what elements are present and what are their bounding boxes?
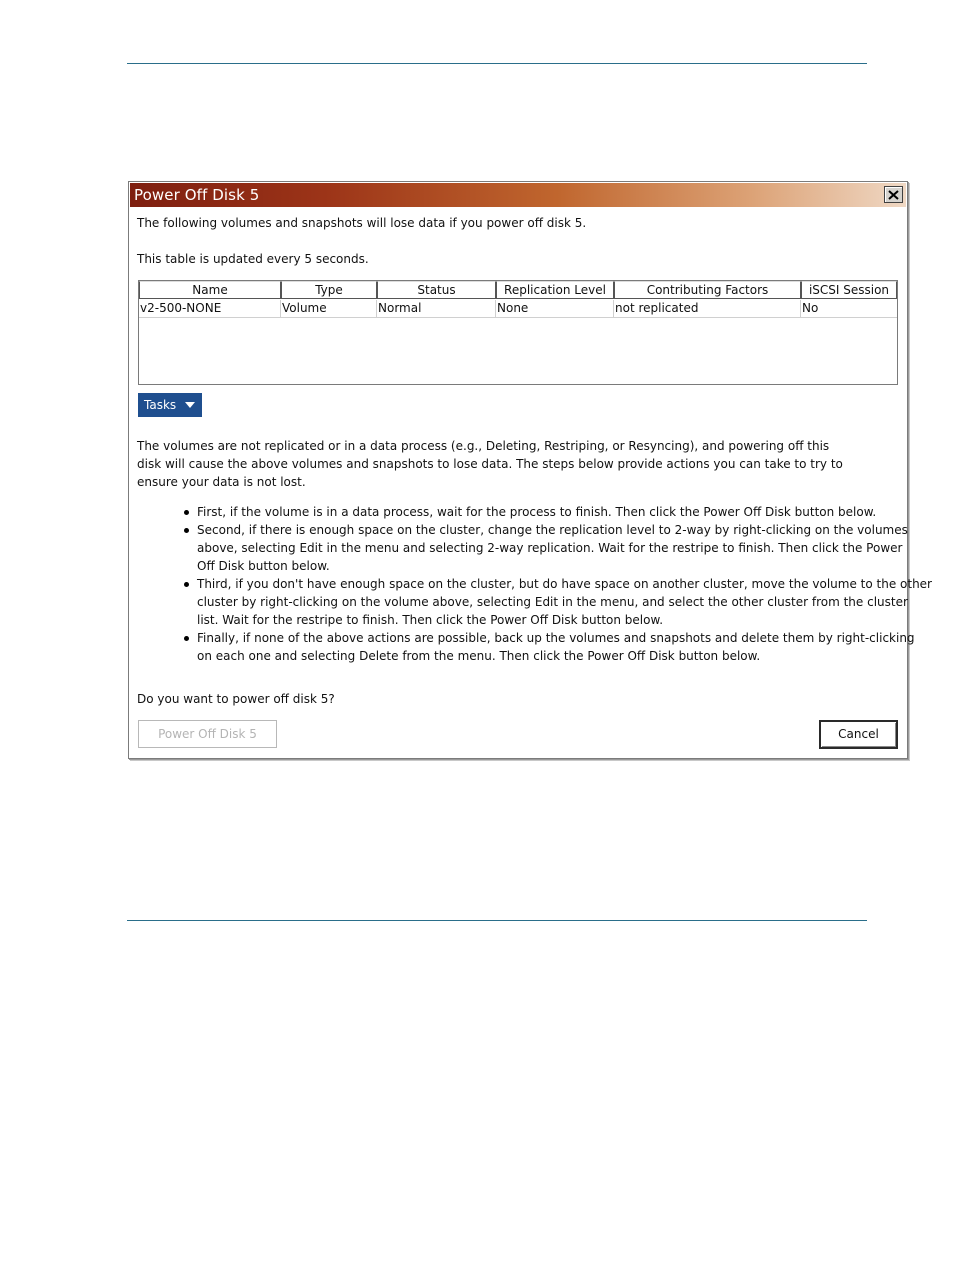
column-header-contributing-factors[interactable]: Contributing Factors [614,281,801,299]
bullet-icon [184,582,189,587]
close-icon [888,190,899,200]
explanation-line: The volumes are not replicated or in a data process (e.g., Deleting, Restriping, or Resyncing), and powering off this [137,439,830,453]
dialog-title: Power Off Disk 5 [134,186,260,204]
column-header-iscsi-session[interactable]: iSCSI Session [801,281,897,299]
close-button[interactable] [884,186,903,203]
bullet-icon [184,528,189,533]
column-header-type[interactable]: Type [281,281,377,299]
confirm-question: Do you want to power off disk 5? [137,692,335,706]
cell-name: v2-500-NONE [139,300,281,318]
bullet-icon [184,510,189,515]
cell-contributing-factors: not replicated [614,300,801,318]
bullet-icon [184,636,189,641]
power-off-disk-button[interactable]: Power Off Disk 5 [138,720,277,748]
step-third-line: Third, if you don't have enough space on the cluster, but do have space on another cluster, move the volume to the other [197,577,932,591]
step-third-line: list. Wait for the restripe to finish. Then click the Power Off Disk button below. [197,613,664,627]
explanation-line: ensure your data is not lost. [137,475,306,489]
page-bottom-rule [127,920,867,921]
tasks-label: Tasks [144,398,177,412]
column-header-name[interactable]: Name [139,281,281,299]
step-second-line: above, selecting Edit in the menu and selecting 2-way replication. Wait for the restripe to finish. Then click the Power [197,541,903,555]
chevron-down-icon [185,402,195,408]
column-header-status[interactable]: Status [377,281,496,299]
step-first-line: First, if the volume is in a data process, wait for the process to finish. Then click the Power Off Disk button below. [197,505,877,519]
step-finally-line: on each one and selecting Delete from the menu. Then click the Power Off Disk button below. [197,649,761,663]
cell-status: Normal [377,300,496,318]
step-third-line: cluster by right-clicking on the volume above, selecting Edit in the menu, and select the other cluster from the cluster [197,595,908,609]
column-header-replication-level[interactable]: Replication Level [496,281,614,299]
update-note: This table is updated every 5 seconds. [137,252,369,266]
cell-iscsi-session: No [801,300,897,318]
step-finally-line: Finally, if none of the above actions are possible, back up the volumes and snapshots and delete them by right-clicking [197,631,915,645]
intro-text: The following volumes and snapshots will lose data if you power off disk 5. [137,216,587,230]
tasks-menu-button[interactable] [138,393,202,417]
power-off-disk-dialog [128,181,932,759]
volumes-table [138,280,898,385]
cell-replication-level: None [496,300,614,318]
cancel-button[interactable]: Cancel [819,720,898,749]
page-top-rule [127,63,867,64]
step-second-line: Second, if there is enough space on the cluster, change the replication level to 2-way by right-clicking on the volumes [197,523,908,537]
step-second-line: Off Disk button below. [197,559,330,573]
table-row[interactable] [139,300,897,318]
cell-type: Volume [281,300,377,318]
table-header [139,281,897,299]
dialog-titlebar[interactable] [130,183,906,207]
explanation-line: disk will cause the above volumes and snapshots to lose data. The steps below provide actions you can take to try to [137,457,843,471]
